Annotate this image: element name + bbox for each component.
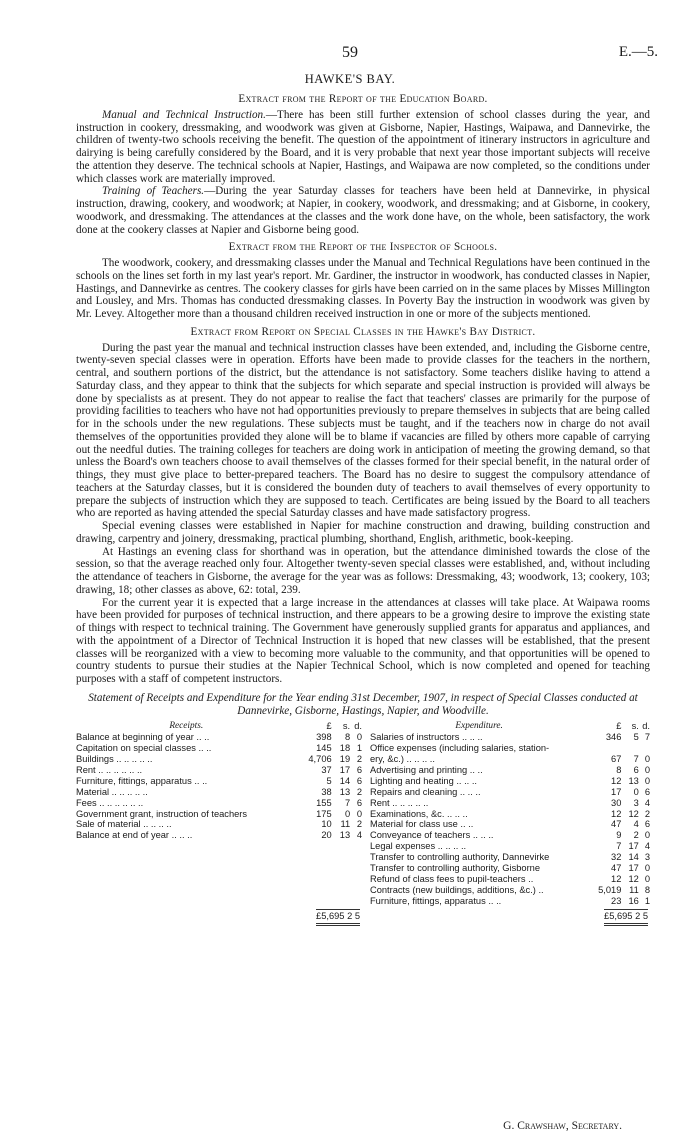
shillings: 13: [339, 830, 351, 841]
pound-header: £: [326, 721, 332, 732]
pounds: 175: [316, 808, 332, 819]
pence: [639, 743, 650, 754]
line-item-label: Refund of class fees to pupil-teachers ..: [370, 873, 534, 884]
pence-header: d.: [354, 721, 362, 732]
shillings: 11: [340, 819, 351, 830]
expenditure-row: [370, 765, 650, 776]
pounds: 12: [611, 808, 622, 819]
special-classes-paragraph-1: During the past year the manual and technical instruction classes have been extended, and, including the Gisborne centre, twenty-seven special classes were in operation. Efforts have been made to provide classes for the teachers in the northern, central, and southern portions of the district, but the attendance is not satisfactory. Some teachers dislike having to attend a Saturday class, and they appear to think that the subjects for which separate and special instruction is provided will always be done by specialists as at present. They do not appear to realise the fact that teachers' classes are primarily for the purpose of providing facilities to teachers who have not had opportunities previously to prepare themselves in subjects that are being called for in the schools under the new regulations. These subjects must be taught, and if the teachers now in charge do not avail themselves of the opportunities provided they alone will be to blame if vacancies are filled by others more capable of carrying out the needful duties. The training colleges for teachers are doing work in anticipation of meeting the growing demand, so that unless the Board's own teachers choose to avail themselves of the classes formed for their special benefit, in the natural order of things, they must give place to better-prepared teachers. The Board has no desire to suggest the compulsory attendance of teachers at the Saturday classes, but it is considered the bounden duty of teachers to avail themselves of every opportunity to prepare the subjects of instruction which they are supposed to teach. Certificates are being issued by the Board to all teachers who are reported as having attended the special Saturday classes and have made satisfactory progress.: [76, 341, 650, 520]
receipt-row: [76, 798, 362, 809]
pounds: 10: [321, 819, 332, 830]
pence: 2: [356, 753, 362, 764]
manual-instruction-label: Manual and Technical Instruction.: [102, 108, 266, 121]
expenditure-row: [370, 830, 650, 841]
pence: 0: [356, 732, 362, 743]
shillings: [621, 743, 638, 754]
receipts-table: [76, 721, 362, 841]
line-item-label: Repairs and cleaning .. .. ..: [370, 786, 481, 797]
shillings: 16: [628, 895, 639, 906]
line-item-label: Balance at beginning of year .. ..: [76, 732, 210, 743]
receipt-row: [76, 765, 362, 776]
manual-instruction-paragraph: [76, 109, 650, 186]
inspector-heading: Extract from the Report of the Inspector of Schools.: [228, 241, 498, 254]
line-item-label: Sale of material .. .. .. ..: [76, 819, 172, 830]
pence: 1: [644, 895, 650, 906]
pounds: 9: [616, 830, 622, 841]
line-item-label: Advertising and printing .. ..: [370, 764, 483, 775]
line-item-label: Transfer to controlling authority, Gisborne: [370, 863, 541, 874]
pound-header: £: [616, 721, 622, 732]
line-item-label: Legal expenses .. .. .. ..: [370, 841, 467, 852]
expenditure-row: [370, 819, 650, 830]
expenditure-row: [370, 852, 650, 863]
shilling-header: s.: [631, 721, 639, 732]
pounds: 37: [321, 764, 332, 775]
pence: 8: [644, 884, 650, 895]
pounds: 398: [316, 732, 332, 743]
pounds: 38: [321, 786, 332, 797]
line-item-label: Contracts (new buildings, additions, &c.) ..: [370, 884, 544, 895]
inspector-paragraph: The woodwork, cookery, and dressmaking classes under the Manual and Technical Regulations have been continued in the schools on the lines set forth in my last year's report. Mr. Gardiner, the instructor in woodwork, has conducted classes in Napier, Hastings, and Dannevirke as centres. The cookery classes for girls have been carried on in the same places by Misses Millington and Lousley, and Mrs. Thomas has conducted dressmaking classes. In Poverty Bay the instruction in woodwork was given by Mr. Levey. Altogether more than a thousand children received instruction in one or more of the subjects mentioned.: [76, 257, 650, 320]
pence: 3: [644, 852, 650, 863]
shillings: 8: [344, 732, 351, 743]
shillings: 11: [629, 884, 639, 895]
line-item-label: Furniture, fittings, apparatus .. ..: [370, 895, 502, 906]
receipt-row: [76, 787, 362, 798]
page-header: [0, 44, 700, 64]
expenditure-total: £5,695 2 5: [604, 909, 648, 926]
line-item-label: Lighting and heating .. .. ..: [370, 775, 477, 786]
special-classes-paragraph-4: For the current year it is expected that a large increase in the attendances at classes will take place. At Waipawa rooms have been provided for purposes of technical instruction, and there appears to be a growing desire to improve the existing state of things with respect to technical training. The Government have generously supplied grants for apparatus and appliances, and with the appointment of a Director of Technical Instruction it is hoped that new classes will be established, that the present classes will be reorganized with a view to becoming more valuable to the community, and that opportunities will be opened to country students to pursue their studies at the Napier Technical School, which is now completed and opened for teaching purposes with a staff of competent instructors.: [76, 596, 650, 685]
pence: 7: [644, 732, 650, 743]
pounds: 47: [611, 863, 622, 874]
pounds: 5,019: [598, 884, 622, 895]
pence: 6: [356, 797, 362, 808]
pence: 4: [356, 830, 362, 841]
shillings: 4: [633, 819, 639, 830]
pence: 1: [356, 743, 362, 754]
expenditure-row: [370, 809, 650, 820]
pence: 0: [644, 830, 650, 841]
pounds: 12: [611, 775, 622, 786]
shillings: 6: [633, 764, 639, 775]
pence: 4: [644, 797, 650, 808]
expenditure-row: [370, 885, 650, 896]
shillings: 17: [339, 764, 351, 775]
receipts-column: [76, 721, 362, 906]
line-item-label: Furniture, fittings, apparatus .. ..: [76, 775, 208, 786]
pounds: 20: [321, 830, 332, 841]
shillings: 5: [633, 732, 639, 743]
shillings: 7: [633, 753, 639, 764]
receipt-row: [76, 819, 362, 830]
expenditure-column: [370, 721, 650, 906]
receipt-row: [76, 732, 362, 743]
pounds: [588, 743, 621, 754]
expenditure-row: [370, 732, 650, 743]
document-body: [76, 88, 650, 926]
special-classes-heading: Extract from Report on Special Classes in the Hawke's Bay District.: [190, 325, 536, 338]
expenditure-row: [370, 776, 650, 787]
training-teachers-label: Training of Teachers.: [102, 185, 205, 198]
line-item-label: Balance at end of year .. .. ..: [76, 830, 193, 841]
shillings: 7: [344, 797, 351, 808]
pence: 6: [644, 819, 650, 830]
pounds: 67: [611, 753, 622, 764]
expenditure-row: [370, 798, 650, 809]
shillings: 18: [339, 743, 351, 754]
training-teachers-text: —During the year Saturday classes for teachers have been held at Dannevirke, in physical instruction, drawing, cookery, and woodwork; at Napier, in cookery, woodwork, and dressmaking; and at Gisborne, in cookery, woodwork, and dressmaking. The attendances at the classes and the work done have, on the whole, been satisfactory, the work done at the cookery classes at Napier and Gisborne being good.: [76, 185, 650, 236]
shillings: 12: [628, 873, 639, 884]
pounds: 5: [326, 775, 332, 786]
pence: 6: [356, 764, 362, 775]
accounts-table: [76, 721, 650, 925]
pence: 4: [644, 841, 650, 852]
pounds: 47: [611, 819, 622, 830]
pounds: 145: [316, 743, 332, 754]
pounds: 155: [316, 797, 332, 808]
shillings: 19: [339, 753, 351, 764]
line-item-label: Transfer to controlling authority, Dannevirke: [370, 852, 550, 863]
line-item-label: Fees .. .. .. .. .. ..: [76, 797, 144, 808]
line-item-label: ery, &c.) .. .. .. ..: [370, 753, 435, 764]
shillings: 14: [339, 775, 351, 786]
expenditure-heading: Expenditure.: [455, 721, 503, 732]
line-item-label: Material for class use .. ..: [370, 819, 474, 830]
shillings: 17: [628, 841, 639, 852]
pence: 0: [644, 753, 650, 764]
expenditure-row: [370, 787, 650, 798]
pence: 0: [356, 808, 362, 819]
statement-title: Statement of Receipts and Expenditure for the Year ending 31st December, 1907, in respect of Special Classes conducted at Dannevirke, Gisborne, Hastings, Napier, and Woodville.: [88, 691, 638, 717]
receipt-row: [76, 754, 362, 765]
pounds: 346: [605, 732, 622, 743]
line-item-label: Capitation on special classes .. ..: [76, 743, 212, 754]
line-item-label: Examinations, &c. .. .. ..: [370, 808, 468, 819]
shillings: 13: [339, 786, 351, 797]
line-item-label: Rent .. .. .. .. ..: [370, 797, 429, 808]
line-item-label: Salaries of instructors .. .. ..: [370, 732, 483, 743]
expenditure-row: [370, 863, 650, 874]
pounds: 23: [611, 895, 622, 906]
receipts-heading: Receipts.: [169, 721, 204, 732]
pence: 2: [644, 808, 650, 819]
education-board-heading: Extract from the Report of the Education Board.: [238, 93, 488, 105]
parliamentary-reference: E.—5.: [618, 44, 658, 60]
receipt-row: [76, 830, 362, 841]
pounds: 8: [616, 764, 622, 775]
expenditure-table: [370, 721, 650, 906]
line-item-label: Conveyance of teachers .. .. ..: [370, 830, 494, 841]
pence-header: d.: [642, 721, 650, 732]
line-item-label: Buildings .. .. .. .. ..: [76, 753, 153, 764]
receipt-row: [76, 743, 362, 754]
pounds: 4,706: [308, 753, 332, 764]
special-classes-paragraph-3: At Hastings an evening class for shorthand was in operation, but the attendance diminished towards the close of the session, so that the average reached only four. Altogether twenty-seven special classes were established, and, without including the attendance of teachers in Gisborne, the average for the year was as follows: Dressmaking, 43; woodwork, 13; cookery, 103; drawing, 18; other classes as above, 62: total, 239.: [76, 545, 650, 596]
receipt-row: [76, 776, 362, 787]
shillings: 14: [628, 852, 639, 863]
shillings: 13: [628, 775, 639, 786]
expenditure-row: [370, 743, 650, 754]
pence: 0: [644, 863, 650, 874]
receipt-row: [76, 809, 362, 820]
shillings: 0: [633, 786, 639, 797]
pounds: 30: [611, 797, 622, 808]
pence: 0: [644, 775, 650, 786]
shillings: 17: [628, 863, 639, 874]
receipts-total: £5,695 2 5: [316, 909, 360, 926]
shillings: 0: [344, 808, 351, 819]
pence: 0: [644, 764, 650, 775]
pence: 2: [356, 819, 362, 830]
pounds: 32: [611, 852, 622, 863]
expenditure-row: [370, 754, 650, 765]
training-teachers-paragraph: [76, 185, 650, 236]
pence: 0: [644, 873, 650, 884]
shillings: 12: [628, 808, 639, 819]
expenditure-row: [370, 841, 650, 852]
pence: 6: [644, 786, 650, 797]
pence: 6: [356, 775, 362, 786]
pounds: 17: [611, 786, 622, 797]
line-item-label: Rent .. .. .. .. .. ..: [76, 764, 143, 775]
section-title: HAWKE'S BAY.: [304, 72, 396, 86]
line-item-label: Office expenses (including salaries, station-: [370, 743, 550, 754]
shillings: 3: [633, 797, 639, 808]
pounds: 7: [616, 841, 622, 852]
shilling-header: s.: [342, 721, 351, 732]
line-item-label: Material .. .. .. .. ..: [76, 786, 148, 797]
pounds: 12: [611, 873, 622, 884]
shillings: 2: [633, 830, 639, 841]
signature: G. Crawshaw, Secretary.: [503, 1120, 622, 1132]
manual-instruction-text: —There has been still further extension of school classes during the year, and instruction in cookery, dressmaking, and woodwork was given at Gisborne, Napier, Hastings, Waipawa, and Dannevirke, the children of twenty-two schools receiving the benefit. The question of the appointment of itinerary instructors in agriculture and dairying is being carefully considered by the Board, and it is very probable that next year those important subjects will receive the attention they deserve. The technical schools at Napier, Hastings, and Waipawa are now completed, so the conditions under which classes work are materially improved.: [76, 108, 650, 185]
line-item-label: Government grant, instruction of teachers: [76, 808, 248, 819]
pence: 2: [356, 786, 362, 797]
page-number: 59: [342, 44, 358, 61]
expenditure-row: [370, 874, 650, 885]
expenditure-row: [370, 896, 650, 907]
special-classes-paragraph-2: Special evening classes were established in Napier for machine construction and drawing, building construction and drawing, carpentry and joinery, dressmaking, practical plumbing, shorthand, English, arithmetic, book-keeping.: [76, 520, 650, 545]
